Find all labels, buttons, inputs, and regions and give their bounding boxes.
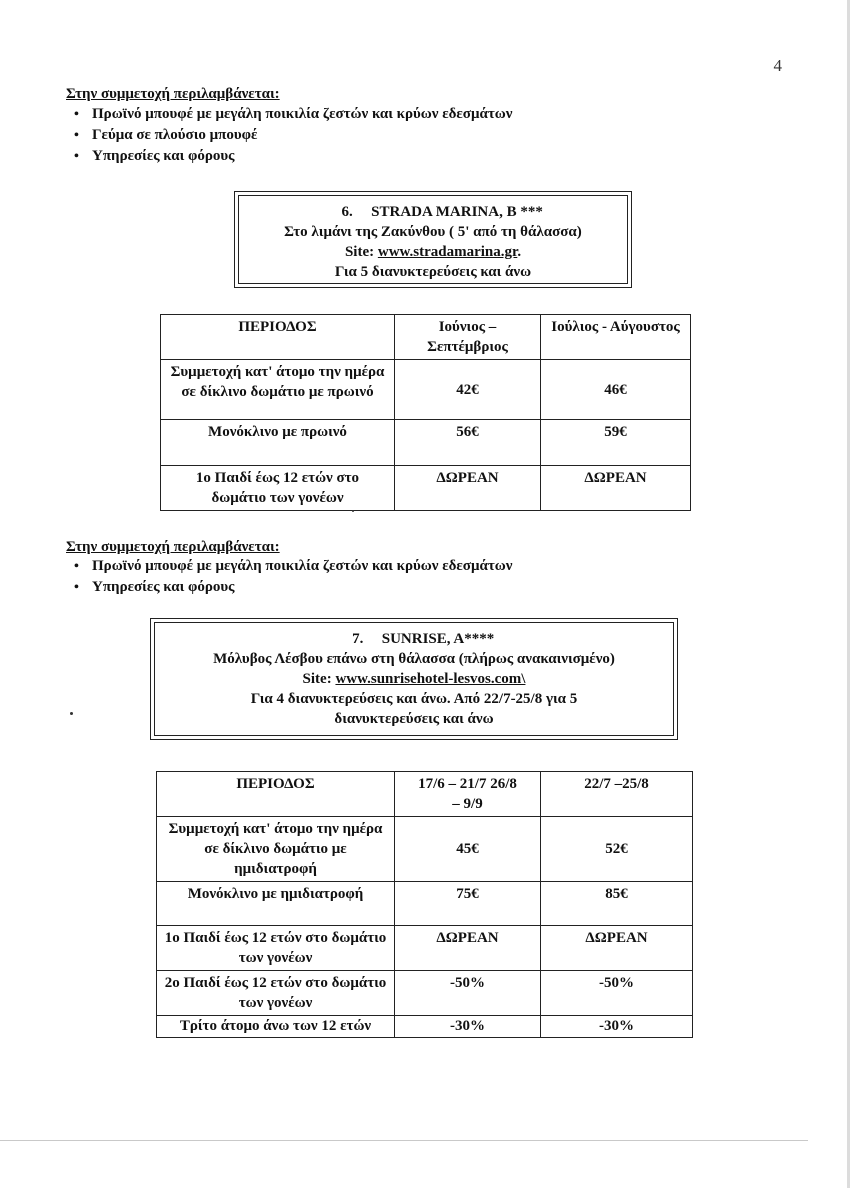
table-row xyxy=(157,882,693,926)
table-row xyxy=(157,926,693,971)
price-cell: -30% xyxy=(395,1016,541,1038)
hotel-name: STRADA MARINA, B *** xyxy=(371,204,543,220)
price-cell: 46€ xyxy=(541,360,691,420)
price-cell: 56€ xyxy=(395,420,541,466)
page-number: 4 xyxy=(773,56,782,75)
table-row xyxy=(157,971,693,1016)
site-link[interactable]: www.stradamarina.gr xyxy=(377,244,518,260)
row-label: Συμμετοχή κατ' άτομο την ημέρα σε δίκλινο δωμάτιο με πρωινό xyxy=(161,360,395,420)
price-cell: 59€ xyxy=(541,420,691,466)
price-cell: -50% xyxy=(395,971,541,1016)
header-cell: ΠΕΡΙΟΔΟΣ xyxy=(157,772,395,817)
list-item: • Υπηρεσίες και φόρους xyxy=(74,577,512,598)
included-list xyxy=(74,104,512,167)
site-suffix: . xyxy=(517,244,522,260)
table-header-row xyxy=(161,315,691,360)
section-heading-included: Στην συμμετοχή περιλαμβάνεται: xyxy=(66,539,280,555)
site-label: Site: xyxy=(344,244,378,260)
price-cell: 52€ xyxy=(541,817,693,882)
header-cell: ΠΕΡΙΟΔΟΣ xyxy=(161,315,395,360)
table-header-row xyxy=(157,772,693,817)
table-row xyxy=(157,1016,693,1038)
price-table xyxy=(156,771,693,1038)
row-label: 1ο Παιδί έως 12 ετών στο δωμάτιο των γονέων xyxy=(157,926,395,971)
table-row xyxy=(157,817,693,882)
hotel-number: 6. xyxy=(341,204,353,220)
row-label: Τρίτο άτομο άνω των 12 ετών xyxy=(157,1016,395,1038)
scan-speck xyxy=(70,712,73,715)
scan-speck xyxy=(352,510,354,512)
price-cell: ΔΩΡΕΑΝ xyxy=(541,926,693,971)
included-list xyxy=(74,556,512,598)
row-label: 1ο Παιδί έως 12 ετών στο δωμάτιο των γονέων xyxy=(161,466,395,511)
price-cell: 85€ xyxy=(541,882,693,926)
price-cell: ΔΩΡΕΑΝ xyxy=(395,466,541,511)
min-nights-note: Για 5 διανυκτερεύσεις και άνω xyxy=(334,264,532,280)
header-cell: Ιούλιος - Αύγουστος xyxy=(541,315,691,360)
price-cell: ΔΩΡΕΑΝ xyxy=(541,466,691,511)
row-label: Μονόκλινο με ημιδιατροφή xyxy=(157,882,395,926)
row-label: Μονόκλινο με πρωινό xyxy=(161,420,395,466)
scan-border-line xyxy=(0,1140,808,1141)
price-cell: ΔΩΡΕΑΝ xyxy=(395,926,541,971)
header-cell: 22/7 –25/8 xyxy=(541,772,693,817)
list-item: • Πρωϊνό μπουφέ με μεγάλη ποικιλία ζεστών και κρύων εδεσμάτων xyxy=(74,104,512,125)
header-cell: 17/6 – 21/7 26/8 – 9/9 xyxy=(395,772,541,817)
hotel-location: Μόλυβος Λέσβου επάνω στη θάλασσα (πλήρως ανακαινισμένο) xyxy=(213,651,615,667)
price-cell: -30% xyxy=(541,1016,693,1038)
list-item: • Πρωϊνό μπουφέ με μεγάλη ποικιλία ζεστών και κρύων εδεσμάτων xyxy=(74,556,512,577)
list-item: • Γεύμα σε πλούσιο μπουφέ xyxy=(74,125,512,146)
price-cell: -50% xyxy=(541,971,693,1016)
price-cell: 45€ xyxy=(395,817,541,882)
site-label: Site: xyxy=(302,671,336,687)
hotel-number: 7. xyxy=(352,631,364,647)
price-table xyxy=(160,314,691,511)
row-label: Συμμετοχή κατ' άτομο την ημέρα σε δίκλινο δωμάτιο με ημιδιατροφή xyxy=(157,817,395,882)
header-cell: Ιούνιος – Σεπτέμβριος xyxy=(395,315,541,360)
hotel-location: Στο λιμάνι της Ζακύνθου ( 5' από τη θάλασσα) xyxy=(284,224,582,240)
site-link[interactable]: www.sunrisehotel-lesvos.com\ xyxy=(335,671,526,687)
hotel-info-box xyxy=(150,618,678,740)
table-row xyxy=(161,420,691,466)
hotel-name: SUNRISE, A**** xyxy=(381,631,495,647)
section-heading-included: Στην συμμετοχή περιλαμβάνεται: xyxy=(66,86,280,102)
price-cell: 42€ xyxy=(395,360,541,420)
table-row xyxy=(161,466,691,511)
price-cell: 75€ xyxy=(395,882,541,926)
table-row xyxy=(161,360,691,420)
hotel-info-box xyxy=(234,191,632,288)
row-label: 2ο Παιδί έως 12 ετών στο δωμάτιο των γονέων xyxy=(157,971,395,1016)
min-nights-note: Για 4 διανυκτερεύσεις και άνω. Από 22/7-25/8 για 5 διανυκτερεύσεις και άνω xyxy=(250,691,578,727)
list-item: • Υπηρεσίες και φόρους xyxy=(74,146,512,167)
